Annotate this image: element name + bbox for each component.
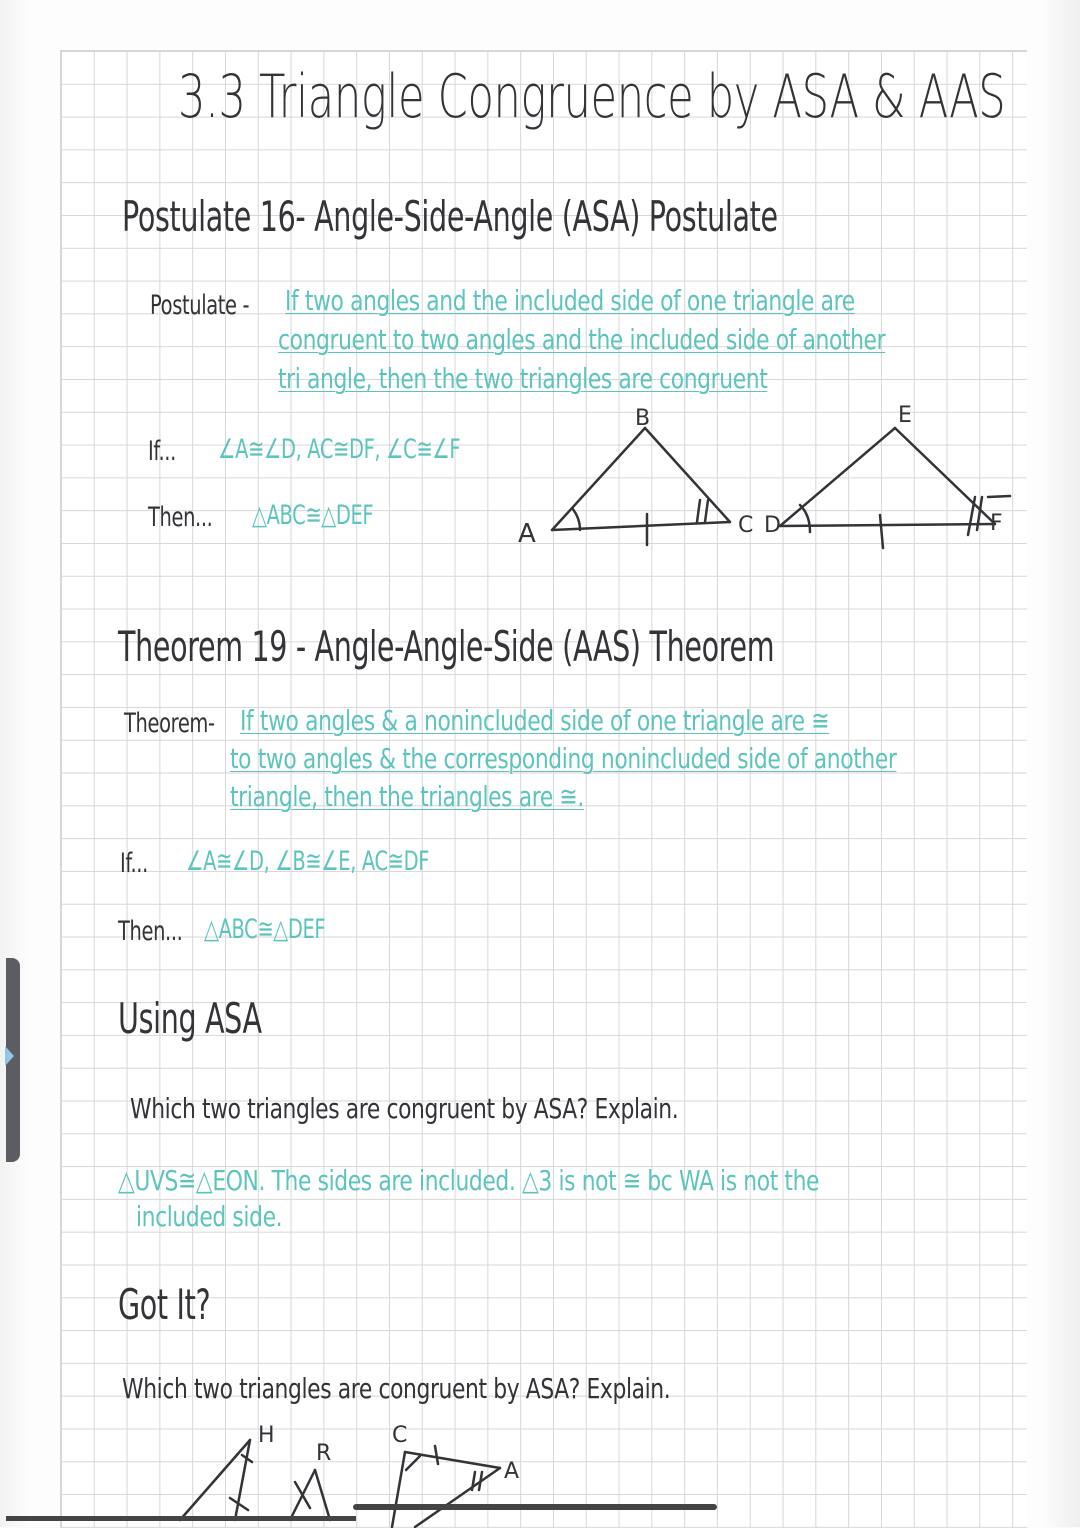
- postulate-line-1: If two angles and the included side of one triangle are: [285, 284, 855, 317]
- vertex-b-label: B: [635, 406, 651, 431]
- theorem-line-2: to two angles & the corresponding nonincluded side of another: [230, 742, 897, 775]
- asa-then-statement: △ABC≅△DEF: [252, 500, 374, 531]
- page-bottom-edge: [6, 1516, 356, 1521]
- got-it-question: Which two triangles are congruent by ASA? Explain.: [122, 1372, 671, 1405]
- theorem-line-3: triangle, then the triangles are ≅.: [230, 780, 584, 813]
- page-title: 3.3 Triangle Congruence by ASA & AAS: [178, 62, 1006, 132]
- using-asa-answer-line-2: included side.: [136, 1200, 283, 1233]
- asa-triangles-diagram: [500, 400, 1040, 560]
- aas-then-statement: △ABC≅△DEF: [204, 914, 326, 945]
- asa-if-label: If...: [148, 436, 176, 467]
- using-asa-question: Which two triangles are congruent by ASA? Explain.: [130, 1092, 679, 1125]
- vertex-a-label: A: [518, 519, 536, 549]
- vertex-f-label: F: [990, 511, 1003, 536]
- vertex-a2-label: A: [504, 1459, 520, 1484]
- theorem-line-1: If two angles & a nonincluded side of one triangle are ≅: [240, 704, 830, 737]
- got-it-triangles-diagram: [170, 1420, 730, 1527]
- postulate-line-3: tri angle, then the two triangles are congruent: [278, 362, 768, 395]
- using-asa-heading: Using ASA: [118, 994, 262, 1043]
- postulate-label: Postulate -: [150, 290, 250, 321]
- got-it-heading: Got It?: [118, 1280, 211, 1329]
- chevron-right-icon[interactable]: [5, 1046, 14, 1066]
- using-asa-answer-line-1: △UVS≅△EON. The sides are included. △3 is not ≅ bc WA is not the: [118, 1164, 820, 1197]
- asa-if-statement: ∠A≅∠D, AC≅DF, ∠C≅∠F: [218, 434, 461, 465]
- aas-if-label: If...: [120, 848, 148, 879]
- vertex-c-label: C: [738, 513, 754, 538]
- theorem-label: Theorem-: [124, 708, 215, 739]
- aas-heading: Theorem 19 - Angle-Angle-Side (AAS) Theorem: [118, 622, 775, 671]
- vertex-h-label: H: [258, 1423, 275, 1448]
- postulate-line-2: congruent to two angles and the included side of another: [278, 323, 886, 356]
- aas-then-label: Then...: [118, 916, 183, 947]
- vertex-e-label: E: [898, 403, 912, 428]
- vertex-c2-label: C: [392, 1423, 408, 1448]
- asa-then-label: Then...: [148, 502, 213, 533]
- asa-heading: Postulate 16- Angle-Side-Angle (ASA) Postulate: [122, 192, 778, 241]
- aas-if-statement: ∠A≅∠D, ∠B≅∠E, AC≅DF: [186, 846, 430, 877]
- vertex-r-label: R: [316, 1441, 332, 1466]
- vertex-d-label: D: [764, 513, 781, 538]
